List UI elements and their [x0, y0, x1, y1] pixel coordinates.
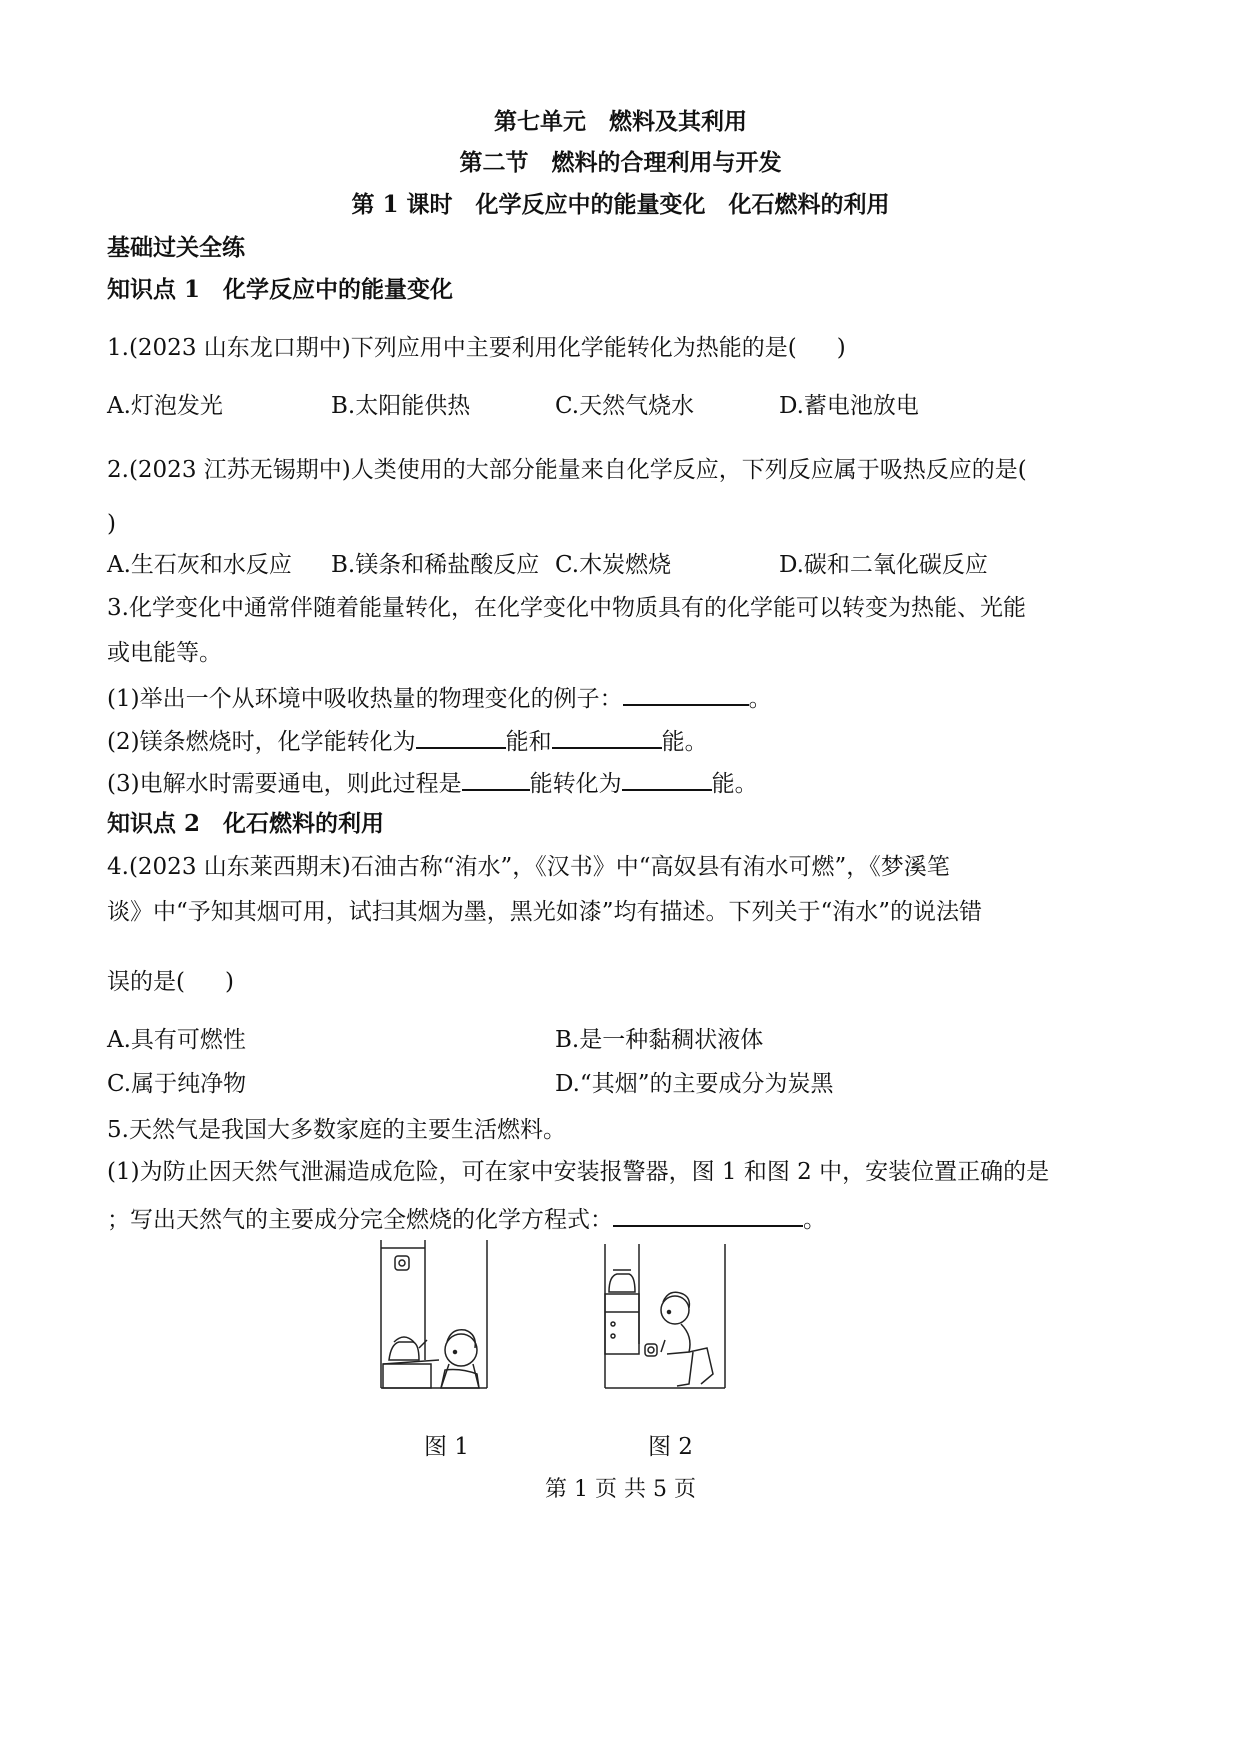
figure-2-caption: 图 2 — [648, 1434, 693, 1460]
question-4-line-2: 谈》中“予知其烟可用，试扫其烟为墨，黑光如漆”均有描述。下列关于“洧水”的说法错 — [107, 899, 983, 925]
q3-p3-end: 能。 — [711, 771, 758, 797]
question-3-part-2 — [107, 725, 708, 757]
question-3-line-2: 或电能等。 — [107, 640, 222, 666]
answer-blank[interactable] — [622, 767, 712, 791]
figure-1-caption: 图 1 — [424, 1434, 469, 1460]
question-3-part-1 — [107, 682, 772, 714]
answer-blank[interactable] — [416, 725, 506, 749]
knowledge-point-2: 知识点 2 化石燃料的利用 — [107, 810, 385, 837]
q4-close-paren: ) — [224, 969, 234, 995]
q5-line3-end: 。 — [803, 1207, 826, 1233]
q2-option-a: A.生石灰和水反应 — [107, 552, 292, 578]
question-5-line-2: (1)为防止因天然气泄漏造成危险，可在家中安装报警器，图 1 和图 2 中，安装位置正确的是 — [107, 1159, 1050, 1185]
answer-blank[interactable] — [462, 767, 530, 791]
question-3-part-3 — [107, 767, 758, 799]
q1-close-paren: ) — [836, 335, 846, 361]
q3-p1-text: (1)举出一个从环境中吸收热量的物理变化的例子： — [107, 686, 623, 712]
figure-1-illustration — [379, 1240, 489, 1390]
knowledge-point-1: 知识点 1 化学反应中的能量变化 — [107, 276, 454, 303]
lesson-title: 第 1 课时 化学反应中的能量变化 化石燃料的利用 — [351, 191, 890, 218]
section-title: 第二节 燃料的合理利用与开发 — [459, 149, 782, 176]
q4-option-c: C.属于纯净物 — [107, 1071, 247, 1097]
question-4-line-1: 4.(2023 山东莱西期末)石油古称“洧水”，《汉书》中“高奴县有洧水可燃”，《梦溪笔 — [107, 854, 950, 880]
q1-option-c: C.天然气烧水 — [555, 393, 695, 419]
answer-blank[interactable] — [613, 1203, 803, 1227]
q5-line3-text: ；写出天然气的主要成分完全燃烧的化学方程式： — [107, 1207, 613, 1233]
q3-p2-mid: 能和 — [505, 729, 552, 755]
question-5-line-3 — [107, 1203, 826, 1235]
question-1-stem — [107, 333, 846, 363]
page-footer: 第 1 页 共 5 页 — [545, 1477, 696, 1502]
question-2-stem: 2.(2023 江苏无锡期中)人类使用的大部分能量来自化学反应，下列反应属于吸热反应的是( — [107, 457, 1027, 483]
q1-option-b: B.太阳能供热 — [331, 393, 471, 419]
figure-2-illustration — [603, 1244, 727, 1390]
q4-option-b: B.是一种黏稠状液体 — [555, 1027, 764, 1053]
q1-option-a: A.灯泡发光 — [107, 393, 223, 419]
q4-option-a: A.具有可燃性 — [107, 1027, 246, 1053]
q2-close-paren: ) — [107, 511, 116, 537]
q3-p3-text: (3)电解水时需要通电，则此过程是 — [107, 771, 462, 797]
part-heading: 基础过关全练 — [107, 234, 245, 261]
answer-blank[interactable] — [623, 682, 749, 706]
q2-option-d: D.碳和二氧化碳反应 — [779, 552, 988, 578]
q2-option-b: B.镁条和稀盐酸反应 — [331, 552, 540, 578]
q3-p3-mid: 能转化为 — [529, 771, 622, 797]
q3-p2-text: (2)镁条燃烧时，化学能转化为 — [107, 729, 416, 755]
answer-blank[interactable] — [552, 725, 662, 749]
q1-option-d: D.蓄电池放电 — [779, 393, 919, 419]
q3-p2-end: 能。 — [661, 729, 708, 755]
question-4-line-3 — [107, 967, 234, 997]
question-5-line-1: 5.天然气是我国大多数家庭的主要生活燃料。 — [107, 1117, 566, 1143]
q2-option-c: C.木炭燃烧 — [555, 552, 672, 578]
q4-option-d: D.“其烟”的主要成分为炭黑 — [555, 1071, 834, 1097]
question-3-line-1: 3.化学变化中通常伴随着能量转化，在化学变化中物质具有的化学能可以转变为热能、光能 — [107, 595, 1026, 621]
unit-title: 第七单元 燃料及其利用 — [494, 108, 747, 135]
q4-line3-text: 误的是( — [107, 969, 185, 995]
q1-stem-text: 1.(2023 山东龙口期中)下列应用中主要利用化学能转化为热能的是( — [107, 335, 797, 361]
q3-p1-end: 。 — [748, 686, 772, 712]
